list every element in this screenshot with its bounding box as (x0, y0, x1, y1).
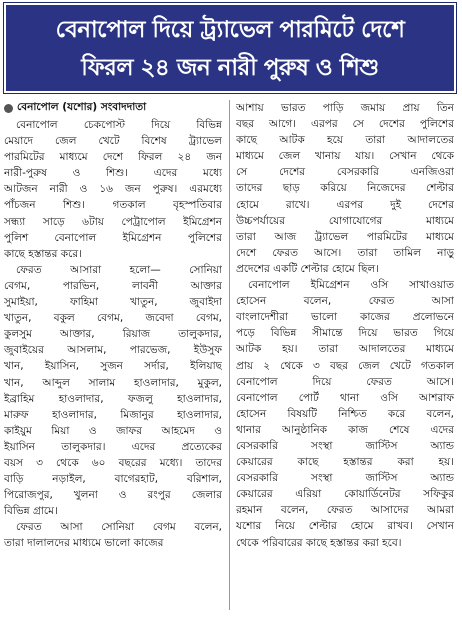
byline: বেনাপোল (যশোর) সংবাদদাতা (17, 100, 147, 113)
text-line: নারী-পুরুষ ও শিশু। এদের মধ্যে (4, 167, 222, 180)
text-line: বেসরকারি সংস্থা জাস্টিস অ্যান্ড (236, 472, 454, 485)
right-column-text (236, 100, 454, 551)
text-line: কাছে আটক হয়ে তারা আদালতের (236, 134, 454, 147)
text-line: উচ্চপর্যায়ের যোগাযোগের মাধ্যমে (236, 214, 454, 227)
text-line: তারা আজ ট্র্যাভেল পারমিটের মাধ্যমে (236, 230, 454, 243)
text-line: ফেরত আসারা হলো— সোনিয়া (16, 263, 222, 276)
left-column-text (4, 117, 222, 552)
text-line: সুমাইয়া, ফাহিমা খাতুন, জুবাইদা (4, 296, 222, 309)
text-line: হোমে রাখে। এরপর দুই দেশের (236, 198, 454, 211)
text-line: কাছে হস্তান্তর করে। (4, 247, 82, 260)
text-line: খান, আব্দুল সালাম হাওলাদার, মুকুল, (4, 376, 222, 389)
text-line: বছর আগে। এরপর সে দেশের পুলিশের (236, 118, 454, 131)
text-line: জুবাইয়ের আসলাম, পারভেজ, ইউসুফ (4, 344, 222, 357)
headline-banner (4, 3, 456, 93)
text-line: মাধ্যমে জেল খানায় যায়। সেখান থেকে (236, 150, 454, 163)
text-line: তারা দালালদের মাধ্যমে ভালো কাজের (4, 537, 164, 550)
bullet-icon (4, 104, 13, 113)
text-line: ইব্রাহিম হাওলাদার, ফজলু হাওলাদার, (4, 392, 222, 405)
text-line: বেনাপোল চেকপোস্ট দিয়ে বিভিন্ন (16, 119, 222, 131)
text-line: পাঁচজন শিশু। গতকাল বৃহস্পতিবার (4, 199, 222, 212)
text-line: রহমান বলেন, ফেরত আসাদের আমরা (236, 504, 454, 517)
text-line: মেয়াদে জেল খেটে বিশেষ ট্র্যাভেল (4, 135, 222, 148)
text-line: দেশে ফেরত আসে। তারা তামিল নাড়ু (236, 246, 454, 259)
text-line: থানার আনুষ্ঠানিক কাজ শেষে এদের (236, 423, 454, 436)
text-line: কাইয়ুম মিয়া ও জাফর আহমেদ ও (4, 424, 222, 437)
text-line: সে দেশের বেসরকারি এনজিওরা (236, 166, 454, 179)
text-line: কুলসুম আক্তার, রিয়াজ তালুকদার, (4, 328, 222, 341)
text-line: থেকে পরিবারের কাছে হস্তান্তর করা হবে। (236, 536, 402, 549)
text-line: সন্ধ্যা সাড়ে ৬টায় পেট্রাপোল ইমিগ্রেশন (4, 215, 222, 228)
text-line: খাতুন, বকুল বেগম, জবেদা বেগম, (4, 312, 222, 325)
headline-line-1: বেনাপোল দিয়ে ট্র্যাভেল পারমিটে দেশে (55, 17, 405, 43)
text-line: পড়ে বিভিন্ন সীমান্তে দিয়ে ভারত গিয়ে (236, 327, 454, 340)
text-line: বেগম, পারভিন, লাবনী আক্তার (4, 279, 222, 292)
text-line: বাড়ি নড়াইল, বাগেরহাট, বরিশাল, (4, 473, 222, 486)
text-line: পারমিটের মাধ্যমে দেশে ফিরল ২৪ জন (4, 151, 222, 164)
text-line: কেয়ারের এরিয়া কোয়ার্ডিনেটর সফিকুর (236, 488, 454, 501)
column-divider (229, 100, 230, 610)
text-line: বাংলাদেশীরা ভালো কাজের প্রলোভনে (236, 311, 454, 324)
text-line: বেনাপোল দিয়ে ফেরত আসে। (236, 375, 454, 388)
text-line: ইয়াসিন তালুকদার। এদের প্রত্যেকের (4, 440, 222, 453)
article-body (4, 100, 458, 615)
text-line: হোসেন বিষয়টি নিশ্চিত করে বলেন, (236, 407, 454, 420)
text-line: আটজন নারী ও ১৬ জন পুরুষ। এরমধ্যে (4, 183, 222, 196)
byline-row (4, 100, 222, 116)
text-line: বয়স ৩ থেকে ৬০ বছরের মধ্যে। তাদের (4, 456, 222, 469)
text-line: বেনাপোল পোর্ট থানা ওসি আশরাফ (236, 391, 454, 404)
text-line: বেসরকারি সংস্থা জাস্টিস অ্যান্ড (236, 439, 454, 452)
text-line: বেনাপোল ইমিগ্রেশন ওসি সাখাওয়াত (248, 279, 454, 292)
article-column-left (4, 100, 222, 615)
text-line: প্রদেশের একটি শেল্টার হোমে ছিল। (236, 262, 380, 275)
text-line: খান, ইয়াসিন, সুজন সর্দার, ইলিয়াছ (4, 360, 222, 373)
text-line: পিরোজপুর, খুলনা ও রংপুর জেলার (4, 489, 222, 502)
text-line: মারুফ হাওলাদার, মিজানুর হাওলাদার, (4, 408, 222, 421)
text-line: হোসেন বলেন, ফেরত আসা (236, 295, 454, 308)
text-line: পুলিশ বেনাপোল ইমিগ্রেশন পুলিশের (4, 231, 222, 244)
text-line: ফেরত আসা সোনিয়া বেগম বলেন, (16, 521, 222, 534)
text-line: যশোর নিয়ে শেল্টার হোমে রাখব। সেখান (236, 520, 454, 533)
text-line: তাদের ছাড় করিয়ে নিজেদের শেল্টার (236, 182, 454, 195)
text-line: আটক হয়। তারা আদালতের মাধ্যমে (236, 343, 454, 356)
text-line: আশায় ভারত পাড়ি জমায় প্রায় তিন (236, 102, 454, 114)
text-line: প্রায় ২ থেকে ৩ বছর জেল খেটে গতকাল (236, 359, 454, 372)
headline-line-2: ফিরল ২৪ জন নারী পুরুষ ও শিশু (81, 55, 379, 81)
text-line: কেয়ারের কাছে হস্তান্তর করা হয়। (236, 456, 454, 469)
article-column-right (236, 100, 454, 615)
text-line: বিভিন্ন গ্রামে। (4, 505, 58, 518)
